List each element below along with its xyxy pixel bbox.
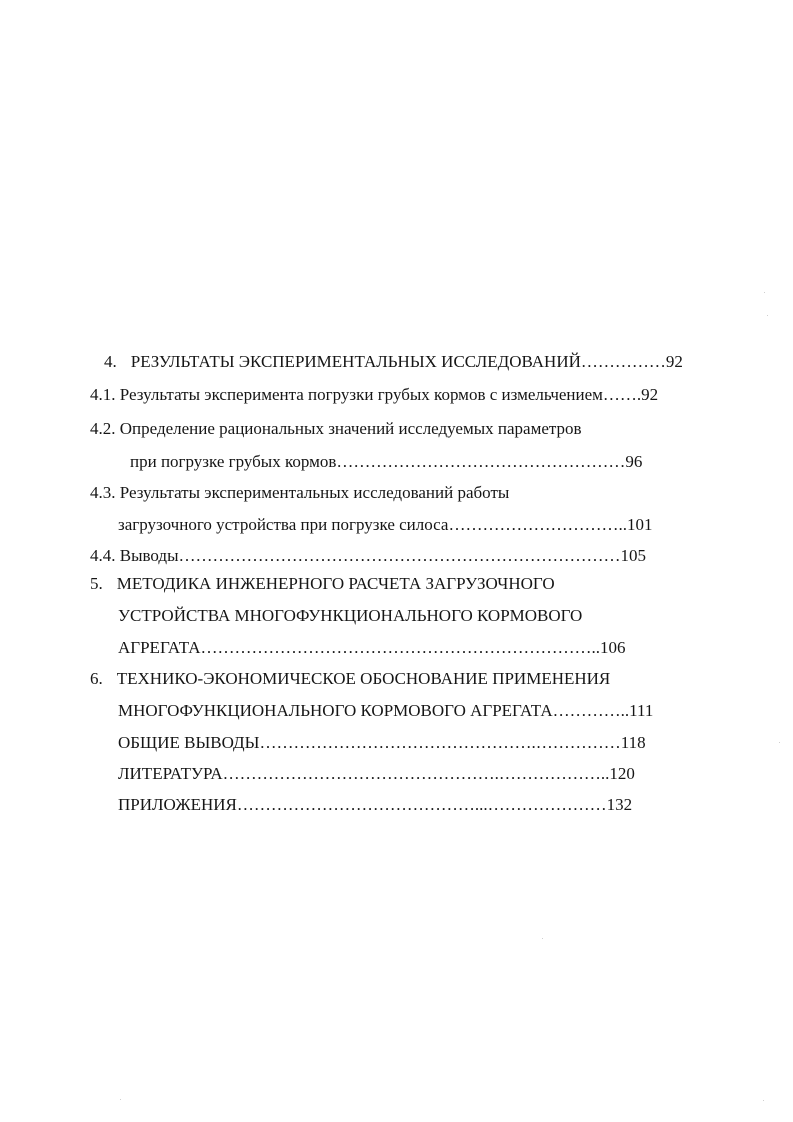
toc-entry-text: ТЕХНИКО-ЭКОНОМИЧЕСКОЕ ОБОСНОВАНИЕ ПРИМЕНЕНИЯ	[116, 669, 611, 688]
toc-entry-4	[104, 351, 683, 373]
toc-entry-4-2-continuation: при погрузке грубых кормов……………………………………………96	[130, 452, 643, 471]
toc-entry-general-conclusions: ОБЩИЕ ВЫВОДЫ………………………………………….……………118	[118, 733, 646, 752]
toc-entry-4-3-continuation: загрузочного устройства при погрузке силоса…………………………..101	[118, 515, 653, 534]
toc-entry-appendices: ПРИЛОЖЕНИЯ……………………………………...…………………132	[118, 795, 633, 814]
toc-entry-number: 4.	[104, 352, 117, 371]
toc-entry-6-continuation: МНОГОФУНКЦИОНАЛЬНОГО КОРМОВОГО АГРЕГАТА…………..111	[118, 701, 654, 720]
toc-entry-literature: ЛИТЕРАТУРА………………………………………….………………..120	[118, 764, 635, 783]
toc-entry-4-1: 4.1. Результаты эксперимента погрузки грубых кормов с измельчением…….92	[90, 385, 659, 404]
toc-entry-number: 6.	[90, 669, 103, 688]
toc-entry-text: РЕЗУЛЬТАТЫ ЭКСПЕРИМЕНТАЛЬНЫХ ИССЛЕДОВАНИЙ……………92	[130, 352, 683, 371]
toc-entry-4-3: 4.3. Результаты экспериментальных исследований работы	[90, 483, 510, 502]
toc-entry-6	[90, 668, 610, 690]
toc-entry-5-continuation-1: УСТРОЙСТВА МНОГОФУНКЦИОНАЛЬНОГО КОРМОВОГО	[118, 606, 583, 625]
toc-entry-4-4: 4.4. Выводы……………………………………………………………………105	[90, 546, 647, 565]
toc-entry-4-2: 4.2. Определение рациональных значений исследуемых параметров	[90, 419, 582, 438]
toc-entry-5	[90, 573, 555, 595]
toc-entry-text: МЕТОДИКА ИНЖЕНЕРНОГО РАСЧЕТА ЗАГРУЗОЧНОГО	[116, 574, 555, 593]
toc-entry-number: 5.	[90, 574, 103, 593]
toc-entry-5-continuation-2: АГРЕГАТА……………………………………………………………..106	[118, 638, 626, 657]
